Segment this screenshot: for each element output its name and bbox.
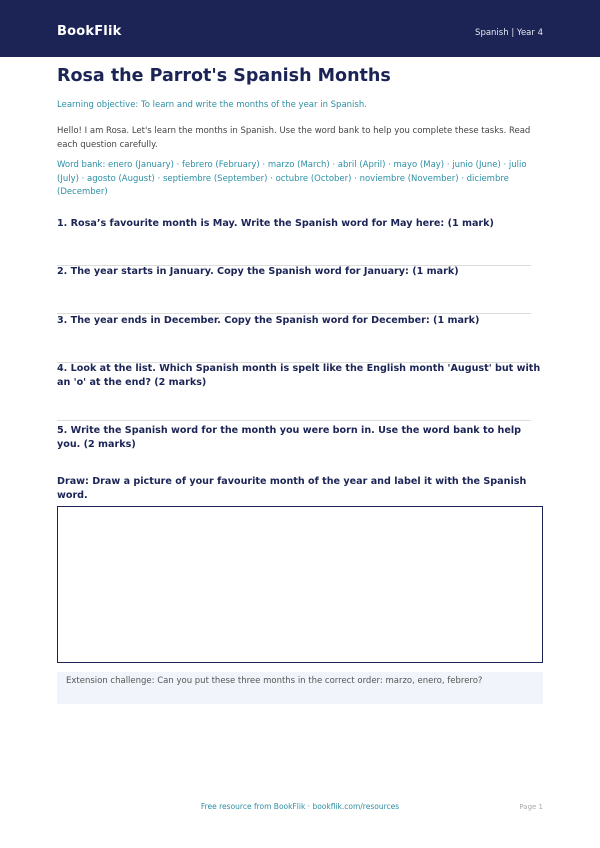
intro-text: Hello! I am Rosa. Let's learn the months in Spanish. Use the word bank to help you complete these tasks. Read each question carefully.: [57, 126, 531, 150]
extension-challenge: Extension challenge: Can you put these three months in the correct order: marzo, enero, febrero?: [57, 672, 543, 704]
drawing-box[interactable]: [57, 506, 543, 663]
header-bar: [0, 0, 600, 57]
question-4: 4. Look at the list. Which Spanish month is spelt like the English month 'August' but with an 'o' at the end? (2 marks): [57, 363, 541, 388]
question-5: 5. Write the Spanish word for the month you were born in. Use the word bank to help you. (2 marks): [57, 425, 522, 450]
brand-logo: BookFlik: [57, 24, 122, 39]
page-title: Rosa the Parrot's Spanish Months: [57, 66, 391, 86]
learning-objective: Learning objective: To learn and write the months of the year in Spanish.: [57, 100, 367, 110]
question-1: 1. Rosa’s favourite month is May. Write the Spanish word for May here: (1 mark): [57, 218, 494, 229]
draw-prompt: Draw: Draw a picture of your favourite month of the year and label it with the Spanish word.: [57, 476, 527, 501]
word-bank: Word bank: enero (January) · febrero (February) · marzo (March) · abril (April) · mayo (May) · junio (June) · julio (July) · agosto (August) · septiembre (September) · octubre (October) · noviembre (November) · diciembre (December): [57, 160, 527, 197]
subject-label: Spanish | Year 4: [475, 28, 543, 38]
answer-line-4[interactable]: [57, 420, 531, 421]
page-number: Page 1: [519, 803, 543, 811]
footer-text: Free resource from BookFlik · bookflik.com/resources: [200, 802, 400, 811]
question-3: 3. The year ends in December. Copy the Spanish word for December: (1 mark): [57, 315, 480, 326]
question-2: 2. The year starts in January. Copy the Spanish word for January: (1 mark): [57, 266, 459, 277]
